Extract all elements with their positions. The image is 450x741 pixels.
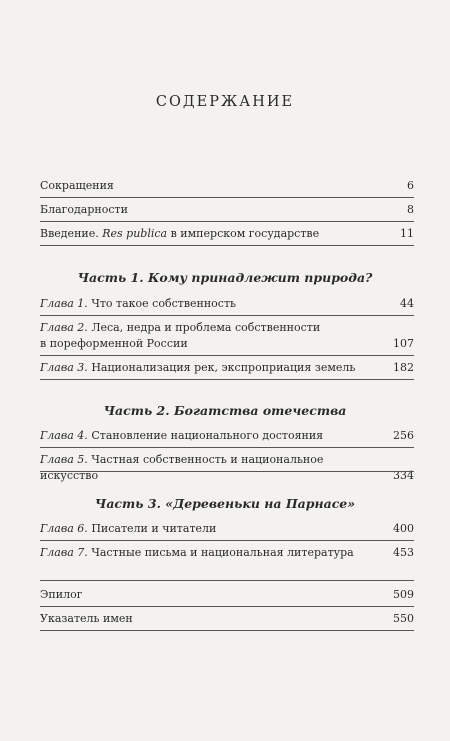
entry-page: 550	[393, 612, 414, 625]
divider	[40, 245, 414, 246]
entry-page: 509	[393, 588, 414, 601]
entry-label: Глава 5. Частная собственность и национальное искусство	[40, 453, 324, 482]
entry-page: 11	[400, 227, 414, 240]
entry-label: Благодарности	[40, 203, 128, 216]
page-title: СОДЕРЖАНИЕ	[155, 94, 295, 110]
toc-entry-acknowledgements	[40, 202, 414, 218]
part-1-title: Часть 1. Кому принадлежит природа?	[77, 270, 373, 285]
entry-label: Глава 2. Леса, недра и проблема собственности в пореформенной России	[40, 321, 321, 350]
entry-page: 44	[400, 297, 414, 310]
entry-page: 334	[393, 469, 414, 482]
entry-label: Глава 3. Национализация рек, экспроприация земель	[40, 361, 356, 374]
entry-page: 256	[393, 429, 414, 442]
entry-page: 400	[393, 522, 414, 535]
entry-label: Глава 1. Что такое собственность	[40, 297, 237, 310]
divider	[40, 379, 414, 380]
toc-entry-chapter-2	[40, 320, 414, 352]
divider	[40, 221, 414, 222]
divider	[40, 197, 414, 198]
part-2-title: Часть 2. Богатства отечества	[103, 403, 347, 418]
toc-entry-abbreviations	[40, 178, 414, 194]
divider	[40, 580, 414, 581]
entry-page: 6	[407, 179, 414, 192]
entry-page: 182	[393, 361, 414, 374]
toc-entry-chapter-5	[40, 452, 414, 484]
divider	[40, 540, 414, 541]
entry-label: Указатель имен	[40, 612, 133, 625]
entry-page: 107	[393, 337, 414, 350]
toc-entry-name-index	[40, 611, 414, 627]
toc-entry-epilogue	[40, 587, 414, 603]
entry-label: Введение. Res publica в имперском государстве	[40, 227, 320, 240]
toc-entry-chapter-7	[40, 545, 414, 561]
divider	[40, 630, 414, 631]
entry-page: 8	[407, 203, 414, 216]
entry-label: Глава 7. Частные письма и национальная литература	[40, 546, 354, 559]
toc-entry-chapter-4	[40, 428, 414, 444]
toc-entry-chapter-6	[40, 521, 414, 537]
entry-label: Сокращения	[40, 179, 114, 192]
divider	[40, 355, 414, 356]
entry-label: Эпилог	[40, 588, 83, 601]
divider	[40, 315, 414, 316]
divider	[40, 606, 414, 607]
divider	[40, 471, 414, 472]
entry-page: 453	[393, 546, 414, 559]
toc-entry-chapter-1	[40, 296, 414, 312]
part-3-title: Часть 3. «Деревеньки на Парнасе»	[94, 496, 356, 511]
divider	[40, 447, 414, 448]
toc-entry-introduction	[40, 226, 414, 242]
entry-label: Глава 6. Писатели и читатели	[40, 522, 217, 535]
entry-label: Глава 4. Становление национального достояния	[40, 429, 324, 442]
toc-entry-chapter-3	[40, 360, 414, 376]
